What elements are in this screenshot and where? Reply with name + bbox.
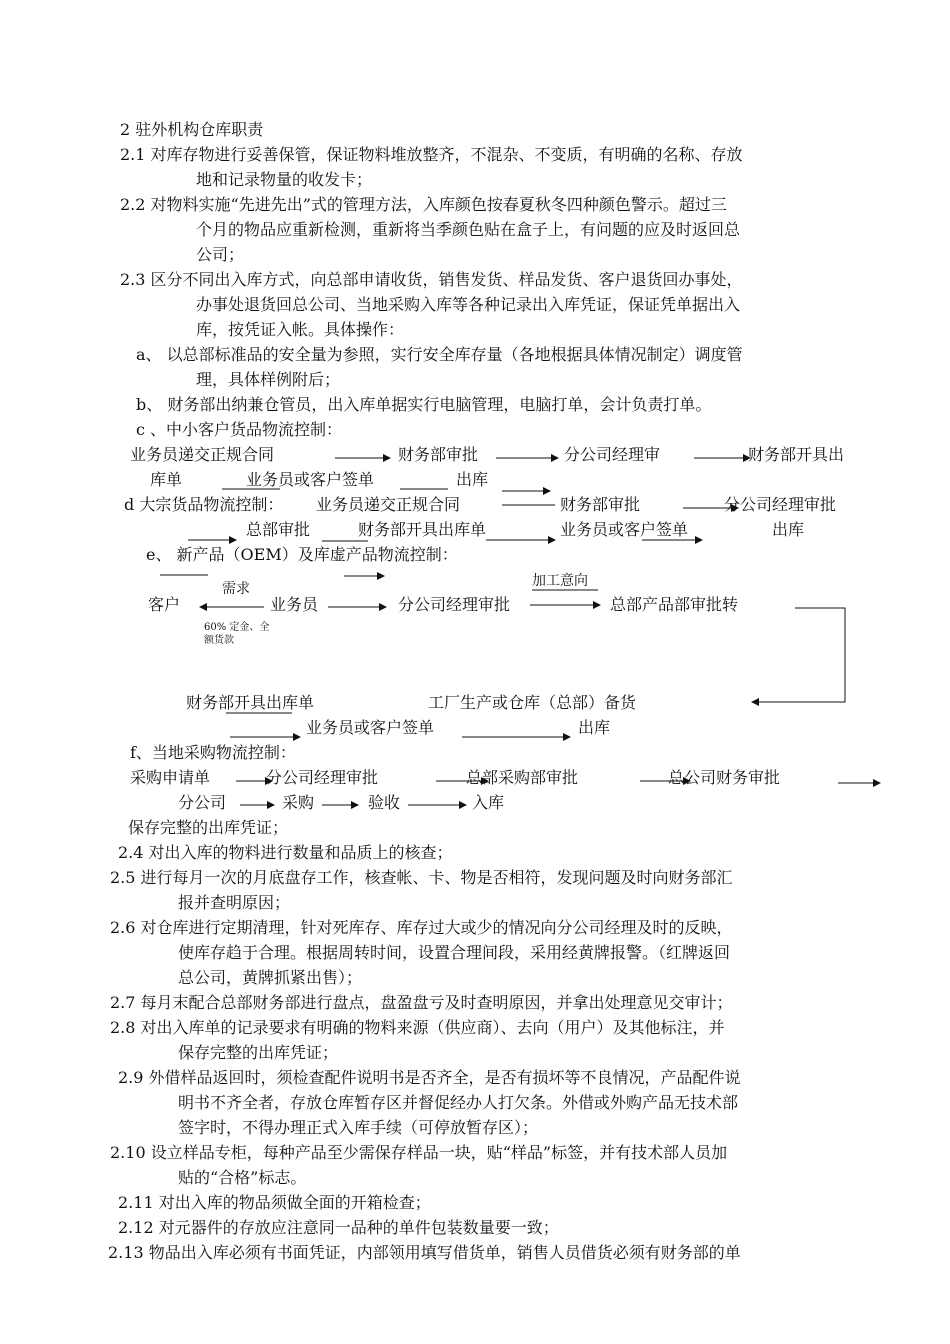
flow-e-out: 出库	[578, 718, 611, 737]
para-2-6-line2: 使库存趋于合理。根据周转时间，设置合理间段，采用经黄牌报警。（红牌返回	[178, 943, 731, 962]
flow-e-deposit-2: 额货款	[204, 635, 234, 646]
para-2-10-line1: 2.10 设立样品专柜，每种产品至少需保存样品一块，贴“样品”标签，并有技术部人员加	[110, 1143, 728, 1162]
flow-f-step-8: 入库	[472, 793, 505, 812]
para-2-8-line2: 保存完整的出库凭证；	[178, 1043, 339, 1062]
flow-d-step-3: 分公司经理审批	[724, 495, 837, 514]
keep-voucher: 保存完整的出库凭证；	[128, 818, 289, 837]
flow-f-step-5: 分公司	[178, 793, 227, 812]
para-2-9-line3: 签字时，不得办理正式入库手续（可停放暂存区）；	[178, 1118, 539, 1137]
flow-f-step-4: 总公司财务审批	[668, 768, 781, 787]
item-b: b、 财务部出纳兼仓管员，出入库单据实行电脑管理，电脑打单，会计负责打单。	[136, 395, 712, 414]
item-e: e、 新产品（OEM）及库虚产品物流控制：	[146, 545, 458, 564]
flow-e-salesman: 业务员	[270, 595, 319, 614]
para-2-11: 2.11 对出入库的物品须做全面的开箱检查；	[118, 1193, 431, 1212]
flow-d-step-5: 财务部开具出库单	[358, 520, 487, 539]
flow-e-customer: 客户	[148, 595, 181, 614]
flow-c-step-5: 业务员或客户签单	[246, 470, 375, 489]
section-heading: 2 驻外机构仓库职责	[120, 120, 264, 139]
flow-c-step-1: 业务员递交正规合同	[130, 445, 275, 464]
flow-d-step-4: 总部审批	[246, 520, 311, 539]
para-2-3-line1: 2.3 区分不同出入库方式，向总部申请收货，销售发货、样品发货、客户退货回办事处，	[120, 270, 743, 289]
flow-e-intent: 加工意向	[532, 573, 588, 589]
para-2-2-line2: 个月的物品应重新检测，重新将当季颜色贴在盒子上，有问题的应及时返回总	[196, 220, 741, 239]
para-2-12: 2.12 对元器件的存放应注意同一品种的单件包装数量要一致；	[118, 1218, 559, 1237]
para-2-10-line2: 贴的“合格”标志。	[178, 1168, 307, 1187]
flow-c-step-6: 出库	[456, 470, 489, 489]
flow-e-sign: 业务员或客户签单	[306, 718, 435, 737]
flow-e-factory: 工厂生产或仓库（总部）备货	[428, 693, 637, 712]
flow-d-step-2: 财务部审批	[560, 495, 641, 514]
para-2-2-line1: 2.2 对物料实施“先进先出”式的管理方法，入库颜色按春夏秋冬四种颜色警示。超过三	[120, 195, 727, 214]
flow-e-finance: 财务部开具出库单	[186, 693, 315, 712]
flow-f-step-1: 采购申请单	[130, 768, 211, 787]
para-2-1-line1: 2.1 对库存物进行妥善保管，保证物料堆放整齐，不混杂、不变质，有明确的名称、存放	[120, 145, 743, 164]
flow-f-step-3: 总部采购部审批	[466, 768, 579, 787]
item-f: f、当地采购物流控制：	[130, 743, 296, 762]
item-d: d 大宗货品物流控制：	[124, 495, 284, 514]
flow-e-branch: 分公司经理审批	[398, 595, 511, 614]
flow-d-step-6: 业务员或客户签单	[560, 520, 689, 539]
item-c: c 、中小客户货品物流控制：	[136, 420, 343, 439]
para-2-1-line2: 地和记录物量的收发卡；	[196, 170, 373, 189]
flow-e-deposit-1: 60% 定金、全	[204, 622, 270, 633]
para-2-2-line3: 公司；	[196, 245, 245, 264]
para-2-7: 2.7 每月末配合总部财务部进行盘点，盘盈盘亏及时查明原因，并拿出处理意见交审计；	[110, 993, 733, 1012]
para-2-6-line3: 总公司，黄牌抓紧出售）；	[178, 968, 363, 987]
para-2-9-line1: 2.9 外借样品返回时，须检查配件说明书是否齐全，是否有损坏等不良情况，产品配件说	[118, 1068, 741, 1087]
para-2-8-line1: 2.8 对出入库单的记录要求有明确的物料来源（供应商）、去向（用户）及其他标注，并	[110, 1018, 725, 1037]
flow-f-step-6: 采购	[282, 793, 315, 812]
para-2-5-line2: 报并查明原因；	[178, 893, 291, 912]
para-2-9-line2: 明书不齐全者，存放仓库暂存区并督促经办人打欠条。外借或外购产品无技术部	[178, 1093, 739, 1112]
flow-f-step-7: 验收	[368, 793, 401, 812]
para-2-3-line3: 库，按凭证入帐。具体操作：	[196, 320, 405, 339]
arrow-e-7	[752, 608, 845, 702]
flow-e-hq-product: 总部产品部审批转	[610, 595, 739, 614]
item-a-line1: a、 以总部标准品的安全量为参照，实行安全库存量（各地根据具体情况制定）调度管	[136, 345, 743, 364]
item-a-line2: 理，具体样例附后；	[196, 370, 341, 389]
flow-e-need: 需求	[222, 581, 250, 597]
flow-f-step-2: 分公司经理审批	[266, 768, 379, 787]
flow-c-step-4b: 库单	[150, 470, 183, 489]
flow-c-step-3: 分公司经理审	[564, 445, 661, 464]
para-2-5-line1: 2.5 进行每月一次的月底盘存工作，核查帐、卡、物是否相符，发现问题及时向财务部汇	[110, 868, 733, 887]
flow-d-step-1: 业务员递交正规合同	[316, 495, 461, 514]
flow-d-step-7: 出库	[772, 520, 805, 539]
flow-c-step-2: 财务部审批	[398, 445, 479, 464]
flow-c-step-4: 财务部开具出	[748, 445, 845, 464]
para-2-3-line2: 办事处退货回总公司、当地采购入库等各种记录出入库凭证，保证凭单据出入	[196, 295, 741, 314]
para-2-6-line1: 2.6 对仓库进行定期清理，针对死库存、库存过大或少的情况向分公司经理及时的反映，	[110, 918, 733, 937]
para-2-13: 2.13 物品出入库必须有书面凭证，内部领用填写借货单，销售人员借货必须有财务部的单	[108, 1243, 741, 1262]
para-2-4: 2.4 对出入库的物料进行数量和品质上的核查；	[118, 843, 453, 862]
